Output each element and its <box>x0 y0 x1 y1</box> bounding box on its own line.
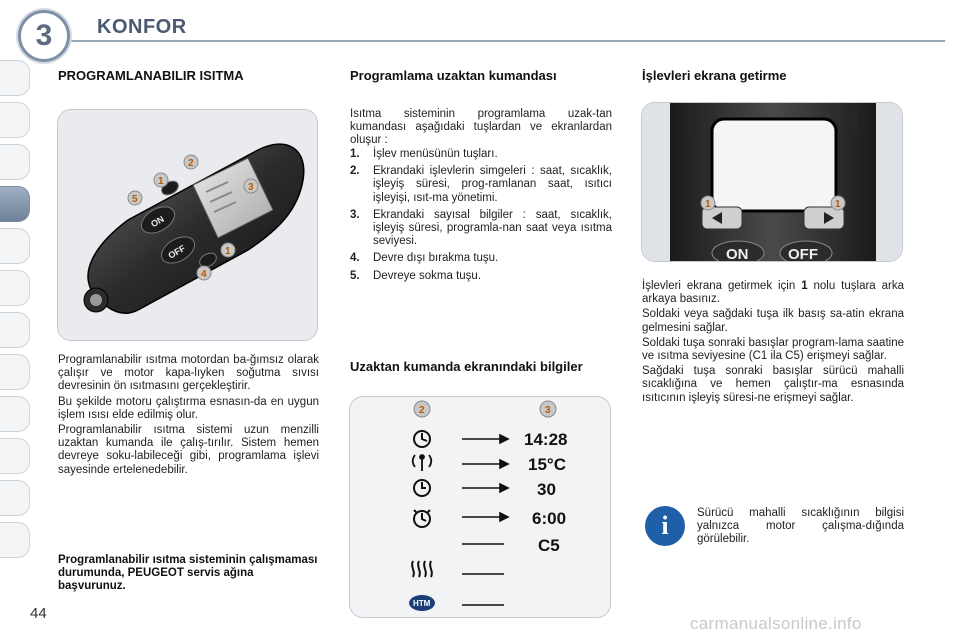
svg-text:1: 1 <box>158 176 164 187</box>
remote-display-panel <box>349 396 611 618</box>
section-heading-programmable-heating: PROGRAMLANABILIR ISITMA <box>58 68 244 83</box>
chapter-number-badge <box>18 10 70 62</box>
chapter-tab[interactable] <box>0 144 30 180</box>
section-heading-display-info: Uzaktan kumanda ekranındaki bilgiler <box>350 359 583 374</box>
display-value-programmed-time: 6:00 <box>532 509 567 528</box>
svg-text:3: 3 <box>248 182 254 193</box>
chapter-tab[interactable] <box>0 228 30 264</box>
timer-icon <box>414 480 430 496</box>
remote-badge <box>128 191 142 205</box>
page-number: 44 <box>30 605 47 622</box>
section-heading-display-functions: İşlevleri ekrana getirme <box>642 68 787 83</box>
section-heading-remote-programming: Programlama uzaktan kumandası <box>350 68 557 83</box>
remote-control-photo <box>57 109 318 341</box>
chapter-number: 3 <box>35 19 53 52</box>
paragraph-intro: İşlevleri ekrana getirmek için 1 nolu tuşlara arka arkaya basınız. <box>642 280 904 306</box>
watermark: carmanualsonline.info <box>690 614 862 633</box>
svg-text:2: 2 <box>419 405 425 416</box>
header-rule <box>70 40 945 42</box>
photo-on-label: ON <box>726 246 749 262</box>
svg-text:1: 1 <box>225 246 231 257</box>
info-icon: i <box>645 506 685 546</box>
svg-text:1: 1 <box>835 199 841 210</box>
photo-badge <box>831 196 845 210</box>
display-value-duration: 30 <box>537 480 556 499</box>
list-item: 4. Devre dışı bırakma tuşu. <box>350 252 499 265</box>
component-list <box>350 148 612 287</box>
chapter-tab[interactable] <box>0 102 30 138</box>
svg-text:4: 4 <box>201 269 207 280</box>
svg-text:5: 5 <box>132 194 138 205</box>
photo-off-label: OFF <box>788 246 818 262</box>
page-title: KONFOR <box>97 16 187 38</box>
remote-screen-illustration <box>642 103 903 262</box>
remote-badge <box>197 266 211 280</box>
paragraph: Programlanabilir ısıtma sistemi uzun menzilli uzaktan kumanda ile çalış-tırılır. Sistem hemen devreye soku-labileceği gibi, programlama işlevi sayesinde ertelenedebilir. <box>58 424 319 476</box>
display-badge <box>540 401 556 417</box>
svg-text:3: 3 <box>545 405 551 416</box>
paragraph: Programlanabilir ısıtma motordan ba-ğımsız olarak çalışır ve motor kapa-lıyken soğutma sıvısı devresinin ön ısıtmasını gerçekleştirir. <box>58 354 319 393</box>
display-badge <box>414 401 430 417</box>
remote-on-label: ON <box>149 213 166 230</box>
alarm-clock-icon <box>414 510 430 527</box>
chapter-tab[interactable] <box>0 438 30 474</box>
display-value-temperature: 15°C <box>528 455 566 474</box>
remote-control-illustration <box>58 110 318 341</box>
list-item: 3. Ekrandaki sayısal bilgiler : saat, sıcaklık, işleyiş süresi, programla-nan saat veya ısıtma seviyesi. <box>350 208 612 248</box>
chapter-tab[interactable] <box>0 522 30 558</box>
list-item: 1. İşlev menüsünün tuşları. <box>350 148 498 160</box>
chapter-tab-strip <box>0 40 36 600</box>
chapter-tab[interactable] <box>0 60 30 96</box>
chapter-tab[interactable] <box>0 312 30 348</box>
paragraph: Soldaki veya sağdaki tuşa ilk basış sa-atin ekrana gelmesini sağlar. <box>642 308 904 334</box>
info-note: Sürücü mahalli sıcaklığının bilgisi yalnızca motor çalışma-dığında görülebilir. <box>697 507 904 546</box>
chapter-tab-active[interactable] <box>0 186 30 222</box>
display-value-time: 14:28 <box>524 430 568 449</box>
chapter-tab[interactable] <box>0 396 30 432</box>
htm-label: HTM <box>413 599 431 608</box>
chapter-tab[interactable] <box>0 354 30 390</box>
remote-off-label: OFF <box>166 243 188 261</box>
clock-icon <box>414 431 430 447</box>
service-note: Programlanabilir ısıtma sisteminin çalışmaması durumunda, PEUGEOT servis ağına başvurunuz. <box>58 554 318 593</box>
htm-icon <box>409 595 435 611</box>
chapter-tab[interactable] <box>0 270 30 306</box>
display-value-heat-level: C5 <box>538 536 560 555</box>
display-legend-illustration <box>350 397 612 619</box>
list-item: 2. Ekrandaki işlevlerin simgeleri : saat, sıcaklık, işleyiş süresi, prog-ramlanan saat, ısıtıcı işleyişi, ısıt-ma yönetimi. <box>350 165 612 204</box>
key-number: 1 <box>801 280 808 292</box>
heater-icon <box>412 561 432 577</box>
remote-badge <box>221 243 235 257</box>
remote-badge <box>154 173 168 187</box>
svg-text:1: 1 <box>705 199 711 210</box>
photo-badge <box>701 196 715 210</box>
paragraph: Bu şekilde motoru çalıştırma esnasın-da en uygun işlem ısısı elde edilmiş olur. <box>58 395 319 421</box>
left-body-text <box>58 354 319 479</box>
antenna-icon <box>413 455 432 471</box>
remote-badge <box>184 155 198 169</box>
list-item: 5. Devreye sokma tuşu. <box>350 269 482 282</box>
chapter-tab[interactable] <box>0 480 30 516</box>
paragraph: Sağdaki tuşa sonraki basışlar sürücü mahalli sıcaklığına ve hemen çalıştır-ma esnasında ısıtıcının işleyiş süresi-ne erişmeyi sağlar. <box>642 365 904 404</box>
right-body-text <box>642 280 904 407</box>
remote-screen-photo <box>641 102 903 262</box>
remote-intro: Isıtma sisteminin programlama uzak-tan kumandası aşağıdaki tuşlardan ve ekranlardan oluşur : <box>350 108 612 147</box>
svg-text:2: 2 <box>188 158 194 169</box>
remote-badge <box>244 179 258 193</box>
paragraph: Soldaki tuşa sonraki basışlar program-lama saatine ve ısıtma seviyesine (C1 ila C5) erişmeyi sağlar. <box>642 336 904 363</box>
